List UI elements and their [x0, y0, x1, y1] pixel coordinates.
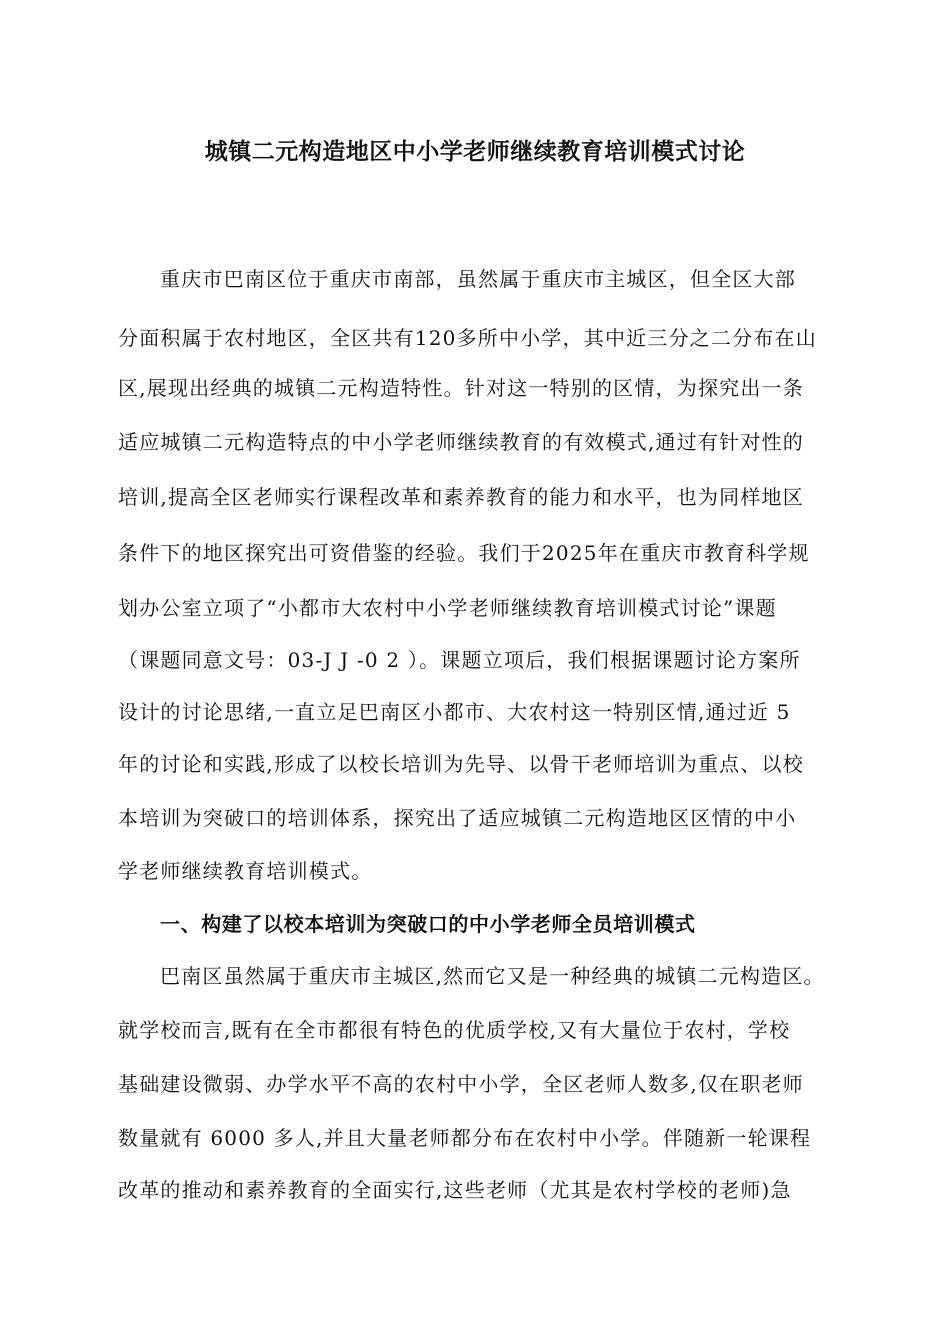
intro-line-3: 区,展现出经典的城镇二元构造特性。针对这一特别的区情，为探究出一条	[118, 376, 804, 400]
intro-line-2: 分面积属于农村地区，全区共有120多所中小学，其中近三分之二分布在山	[118, 326, 817, 350]
intro-line-12: 学老师继续教育培训模式。	[118, 859, 373, 883]
section-1-line-4: 数量就有 6000 多人,并且大量老师都分布在农村中小学。伴随新一轮课程	[118, 1126, 812, 1150]
intro-line-4: 适应城镇二元构造特点的中小学老师继续教育的有效模式,通过有针对性的	[118, 430, 804, 454]
section-1-heading: 一、构建了以校本培训为突破口的中小学老师全员培训模式	[160, 912, 696, 936]
section-1-line-1: 巴南区虽然属于重庆市主城区,然而它又是一种经典的城镇二元构造区。	[160, 964, 825, 988]
intro-line-5: 培训,提高全区老师实行课程改革和素养教育的能力和水平，也为同样地区	[118, 485, 804, 509]
intro-line-11: 本培训为突破口的培训体系，探究出了适应城镇二元构造地区区情的中小	[118, 806, 797, 830]
section-1-line-5: 改革的推动和素养教育的全面实行,这些老师（尤其是农村学校的老师)急	[118, 1178, 792, 1202]
section-1-line-2: 就学校而言,既有在全市都很有特色的优质学校,又有大量位于农村，学校	[118, 1018, 791, 1042]
section-1-line-3: 基础建设微弱、办学水平不高的农村中小学，全区老师人数多,仅在职老师	[118, 1072, 804, 1096]
intro-line-1: 重庆市巴南区位于重庆市南部，虽然属于重庆市主城区，但全区大部	[160, 267, 796, 291]
document-title: 城镇二元构造地区中小学老师继续教育培训模式讨论	[204, 138, 746, 165]
intro-line-8: （课题同意文号：03-J J -0 2 ）。课题立项后，我们根据课题讨论方案所	[118, 648, 801, 672]
intro-line-7: 划办公室立项了“小都市大农村中小学老师继续教育培训模式讨论”课题	[118, 596, 777, 620]
intro-line-10: 年的讨论和实践,形成了以校长培训为先导、以骨干老师培训为重点、以校	[118, 752, 804, 776]
intro-line-9: 设计的讨论思绪,一直立足巴南区小都市、大农村这一特别区情,通过近 5	[118, 700, 791, 724]
intro-line-6: 条件下的地区探究出可资借鉴的经验。我们于2025年在重庆市教育科学规	[118, 541, 810, 565]
